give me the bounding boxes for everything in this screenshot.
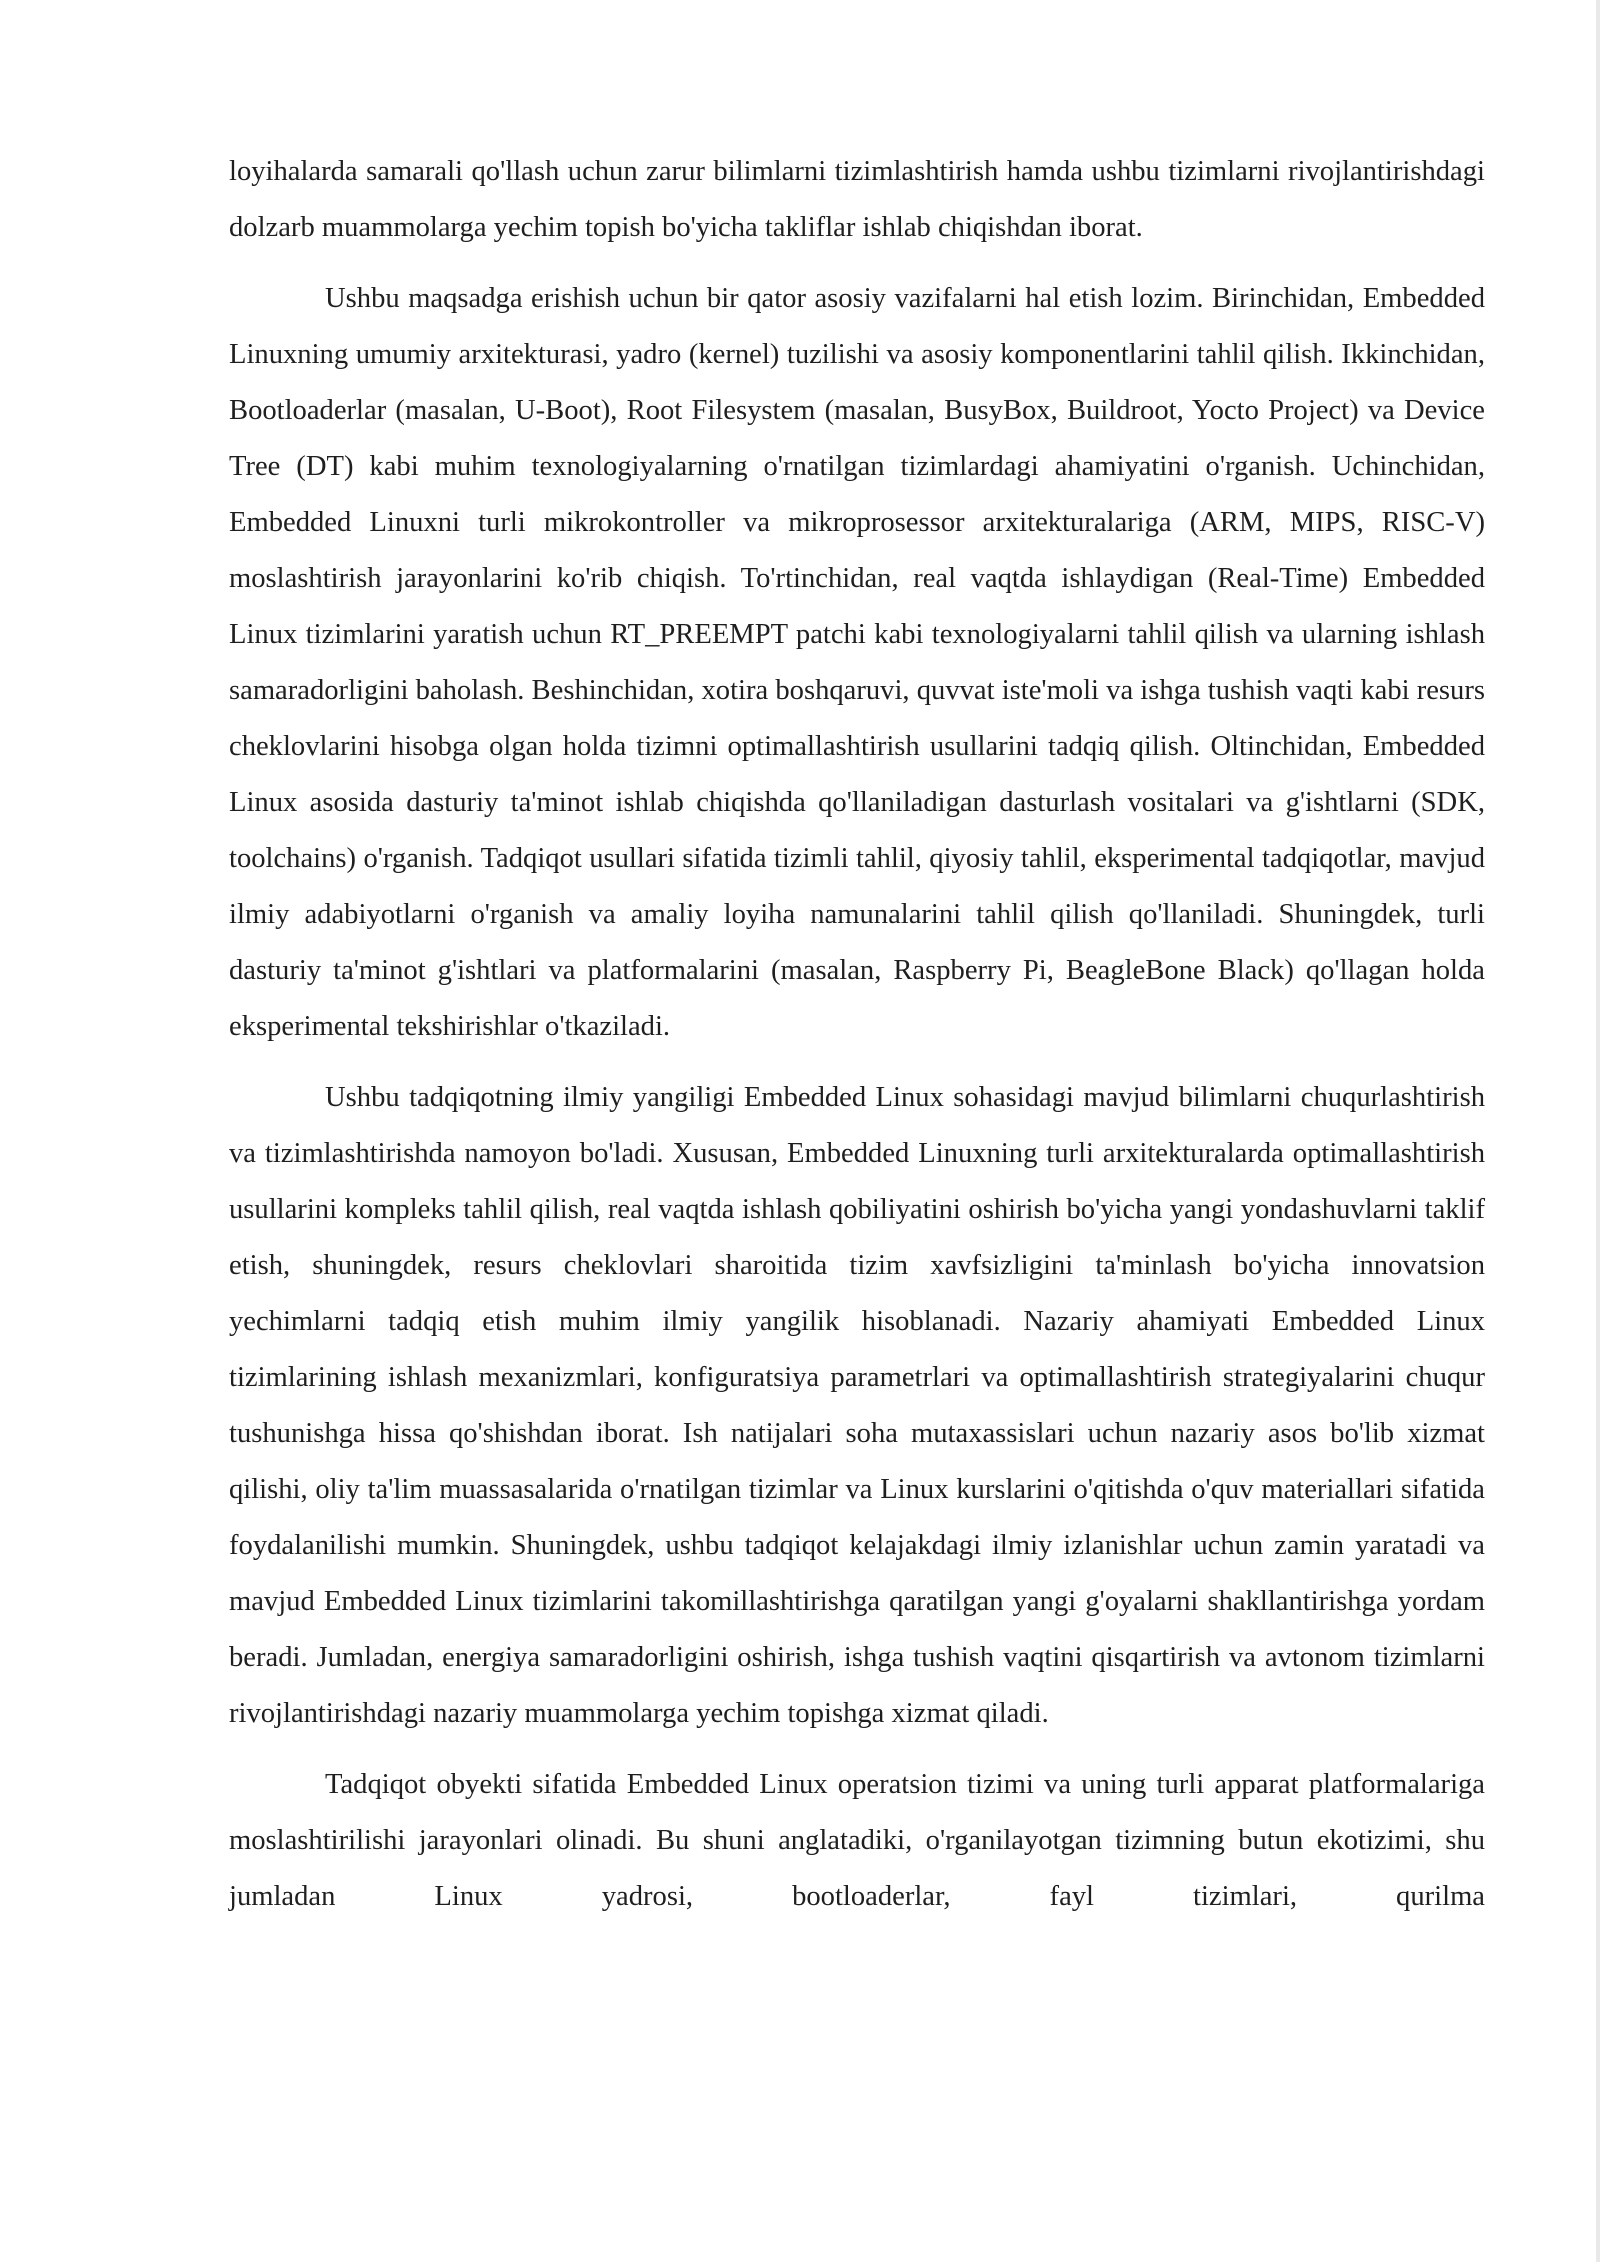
paragraph-continuation: loyihalarda samarali qo'llash uchun zarur bilimlarni tizimlashtirish hamda ushbu tizimlarni rivojlantirishdagi dolzarb muammolarga yechim topish bo'yicha takliflar ishlab chiqishdan iborat. bbox=[229, 156, 1485, 243]
paragraph-scientific-novelty: Ushbu tadqiqotning ilmiy yangiligi Embedded Linux sohasidagi mavjud bilimlarni chuqurlashtirish va tizimlashtirishda namoyon bo'ladi. Xususan, Embedded Linuxning turli arxitekturalarda optimallashtirish usullarini kompleks tahlil qilish, real vaqtda ishlash qobiliyatini oshirish bo'yicha yangi yondashuvlarni taklif etish, shuningdek, resurs cheklovlari sharoitida tizim xavfsizligini ta'minlash bo'yicha innovatsion yechimlarni tadqiq etish muhim ilmiy yangilik hisoblanadi. Nazariy ahamiyati Embedded Linux tizimlarining ishlash mexanizmlari, konfiguratsiya parametrlari va optimallashtirish strategiyalarini chuqur tushunishga hissa qo'shishdan iborat. Ish natijalari soha mutaxassislari uchun nazariy asos bo'lib xizmat qilishi, oliy ta'lim muassasalarida o'rnatilgan tizimlar va Linux kurslarini o'qitishda o'quv materiallari sifatida foydalanilishi mumkin. Shuningdek, ushbu tadqiqot kelajakdagi ilmiy izlanishlar uchun zamin yaratadi va mavjud Embedded Linux tizimlarini takomillashtirishga qaratilgan yangi g'oyalarni shakllantirishga yordam beradi. Jumladan, energiya samaradorligini oshirish, ishga tushish vaqtini qisqartirish va avtonom tizimlarni rivojlantirishdagi nazariy muammolarga yechim topishga xizmat qiladi. bbox=[229, 1082, 1485, 1729]
paragraph-tasks: Ushbu maqsadga erishish uchun bir qator asosiy vazifalarni hal etish lozim. Birinchidan, Embedded Linuxning umumiy arxitekturasi, yadro (kernel) tuzilishi va asosiy komponentlarini tahlil qilish. Ikkinchidan, Bootloaderlar (masalan, U-Boot), Root Filesystem (masalan, BusyBox, Buildroot, Yocto Project) va Device Tree (DT) kabi muhim texnologiyalarning o'rnatilgan tizimlardagi ahamiyatini o'rganish. Uchinchidan, Embedded Linuxni turli mikrokontroller va mikroprosessor arxitekturalariga (ARM, MIPS, RISC-V) moslashtirish jarayonlarini ko'rib chiqish. To'rtinchidan, real vaqtda ishlaydigan (Real-Time) Embedded Linux tizimlarini yaratish uchun RT_PREEMPT patchi kabi texnologiyalarni tahlil qilish va ularning ishlash samaradorligini baholash. Beshinchidan, xotira boshqaruvi, quvvat iste'moli va ishga tushish vaqti kabi resurs cheklovlarini hisobga olgan holda tizimni optimallashtirish usullarini tadqiq qilish. Oltinchidan, Embedded Linux asosida dasturiy ta'minot ishlab chiqishda qo'llaniladigan dasturlash vositalari va g'ishtlarni (SDK, toolchains) o'rganish. Tadqiqot usullari sifatida tizimli tahlil, qiyosiy tahlil, eksperimental tadqiqotlar, mavjud ilmiy adabiyotlarni o'rganish va amaliy loyiha namunalarini tahlil qilish qo'llaniladi. Shuningdek, turli dasturiy ta'minot g'ishtlari va platformalarini (masalan, Raspberry Pi, BeagleBone Black) qo'llagan holda eksperimental tekshirishlar o'tkaziladi. bbox=[229, 283, 1485, 1042]
page-edge-shade bbox=[1596, 0, 1600, 2262]
paragraph-research-object: Tadqiqot obyekti sifatida Embedded Linux operatsion tizimi va uning turli apparat platformalariga moslashtirilishi jarayonlari olinadi. Bu shuni anglatadiki, o'rganilayotgan tizimning butun ekotizimi, shu jumladan Linux yadrosi, bootloaderlar, fayl tizimlari, qurilma bbox=[229, 1769, 1485, 1912]
document-body bbox=[229, 144, 1485, 1940]
